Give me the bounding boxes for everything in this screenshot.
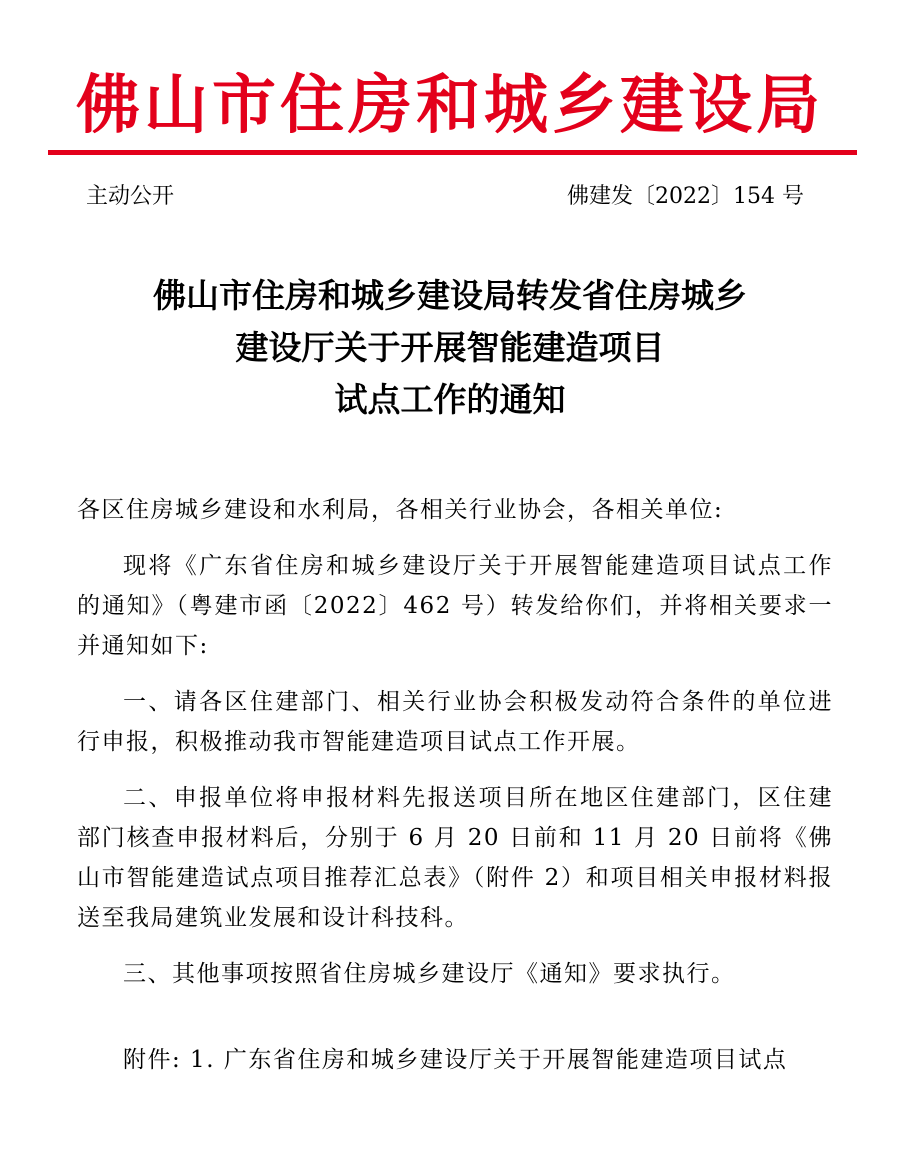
body-paragraph: 现将《广东省住房和城乡建设厅关于开展智能建造项目试点工作的通知》（粤建市函〔2022〕462 号）转发给你们，并将相关要求一并通知如下:: [77, 553, 833, 659]
disclosure-label: 主动公开: [86, 184, 175, 209]
body-paragraph: 一、请各区住建部门、相关行业协会积极发动符合条件的单位进行申报，积极推动我市智能建造项目试点工作开展。: [77, 689, 833, 755]
document-number: 佛建发〔2022〕154 号: [567, 184, 804, 209]
salutation: 各区住房城乡建设和水利局，各相关行业协会，各相关单位:: [77, 497, 724, 523]
title-line: 建设厅关于开展智能建造项目: [235, 328, 665, 367]
document-body: [77, 490, 833, 1096]
body-paragraph: 二、申报单位将申报材料先报送项目所在地区住建部门，区住建部门核查申报材料后，分别于 6 月 20 日前和 11 月 20 日前将《佛山市智能建造试点项目推荐汇总表》（附件 2）和项目相关申报材料报送至我局建筑业发展和设计科技科。: [77, 785, 833, 931]
header-red-rule: [48, 150, 857, 155]
attachment-line: 附件: 1. 广东省住房和城乡建设厅关于开展智能建造项目试点: [123, 1047, 788, 1073]
title-line: 试点工作的通知: [334, 380, 566, 419]
document-title: [0, 270, 900, 426]
agency-header: 佛山市住房和城乡建设局: [76, 69, 824, 143]
title-line: 佛山市住房和城乡建设局转发省住房城乡: [153, 276, 747, 315]
body-paragraph: 三、其他事项按照省住房城乡建设厅《通知》要求执行。: [123, 961, 736, 987]
